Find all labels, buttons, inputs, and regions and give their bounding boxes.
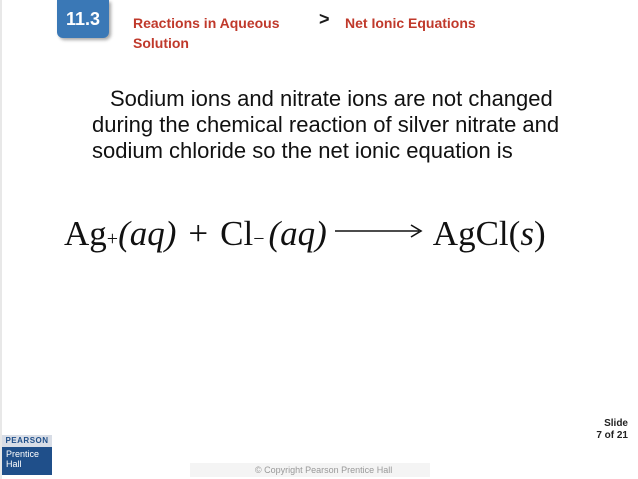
logo-line-1: Prentice [6,449,40,459]
pearson-logo [2,435,52,475]
section-number: 11.3 [65,8,101,29]
reaction-arrow-icon [335,221,425,241]
chapter-title: Reactions in Aqueous Solution [133,15,280,51]
silver-charge: + [106,228,119,250]
slide-label: Slide [604,418,628,429]
product-formula: AgCl [432,214,509,253]
chloride-charge: − [253,228,265,250]
logo-text [6,449,39,469]
product-state-close: ) [533,214,546,253]
slide-counter [568,418,628,442]
copyright-notice: © Copyright Pearson Prentice Hall [255,465,393,475]
logo-line-2: Hall [6,459,22,469]
product-state-open: ( [508,214,521,253]
section-number-badge [57,0,109,38]
chloride-symbol: Cl [220,214,254,253]
breadcrumb-separator: > [319,9,330,29]
left-rule [0,0,2,479]
chloride-state: (aq) [268,214,327,253]
slide-position: 7 of 21 [596,430,628,441]
net-ionic-equation [64,214,546,264]
topic-title: Net Ionic Equations [345,15,476,31]
silver-state: (aq) [118,214,177,253]
body-paragraph: Sodium ions and nitrate ions are not changed during the chemical reaction of silver nitrate and sodium chloride so the net ionic equation is [92,86,560,163]
silver-symbol: Ag [64,214,107,253]
plus-sign: + [188,214,209,253]
logo-brand: PEARSON [2,435,52,447]
product-state: s [520,214,534,253]
